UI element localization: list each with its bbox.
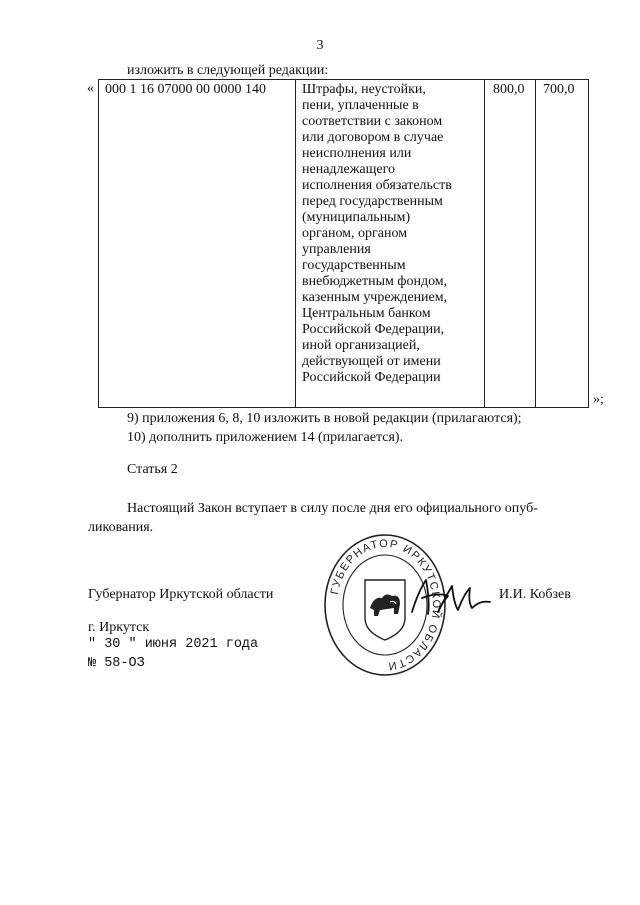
description-line: перед государственным [302,194,443,209]
quote-close: »; [593,392,604,407]
description-line: или договором в случае [302,130,444,145]
table-column-divider [295,80,296,407]
description-line: казенным учреждением, [302,290,448,305]
seal-text: ГУБЕРНАТОР ИРКУТСКОЙ ОБЛАСТИ [328,537,443,673]
description-line: иной организацией, [302,338,420,353]
description-line: государственным [302,258,406,273]
description-line: Российской Федерации [302,370,441,385]
item-10: 10) дополнить приложением 14 (прилагается). [127,430,404,445]
intro-line: изложить в следующей редакции: [127,63,329,78]
table-column-divider [535,80,536,407]
item-9: 9) приложения 6, 8, 10 изложить в новой редакции (прилагаются); [127,411,522,426]
description-line: органом, органом [302,226,408,241]
coat-of-arms-icon [365,580,405,640]
description-line: Центральным банком [302,306,431,321]
description-line: пени, уплаченные в [302,98,419,113]
description-line: исполнения обязательств [302,178,452,193]
signatory-title: Губернатор Иркутской области [88,587,274,602]
amendment-table [98,79,589,408]
description-line: действующей от имени [302,354,441,369]
body-paragraph-line-2: ликования. [88,520,154,535]
law-number: № 58-ОЗ [88,656,145,671]
value-cell-2: 700,0 [543,82,575,97]
description-line: неисполнения или [302,146,412,161]
description-line: ненадлежащего [302,162,396,177]
description-line: (муниципальным) [302,210,411,225]
description-line: управления [302,242,371,257]
quote-open: « [87,81,94,96]
description-line: внебюджетным фондом, [302,274,448,289]
signatory-name: И.И. Кобзев [499,587,571,602]
article-title: Статья 2 [127,462,178,477]
body-paragraph-line-1: Настоящий Закон вступает в силу после дня его официального опуб- [127,501,538,516]
description-cell [302,82,487,386]
place-of-signing: г. Иркутск [88,620,150,635]
page-number: 3 [316,38,324,53]
value-cell-1: 800,0 [493,82,525,97]
description-line: Российской Федерации, [302,322,445,337]
signature [408,572,494,620]
description-line: Штрафы, неустойки, [302,82,426,97]
signing-date: " 30 " июня 2021 года [88,637,259,652]
description-line: соответствии с законом [302,114,443,129]
budget-code-cell: 000 1 16 07000 00 0000 140 [105,82,266,97]
